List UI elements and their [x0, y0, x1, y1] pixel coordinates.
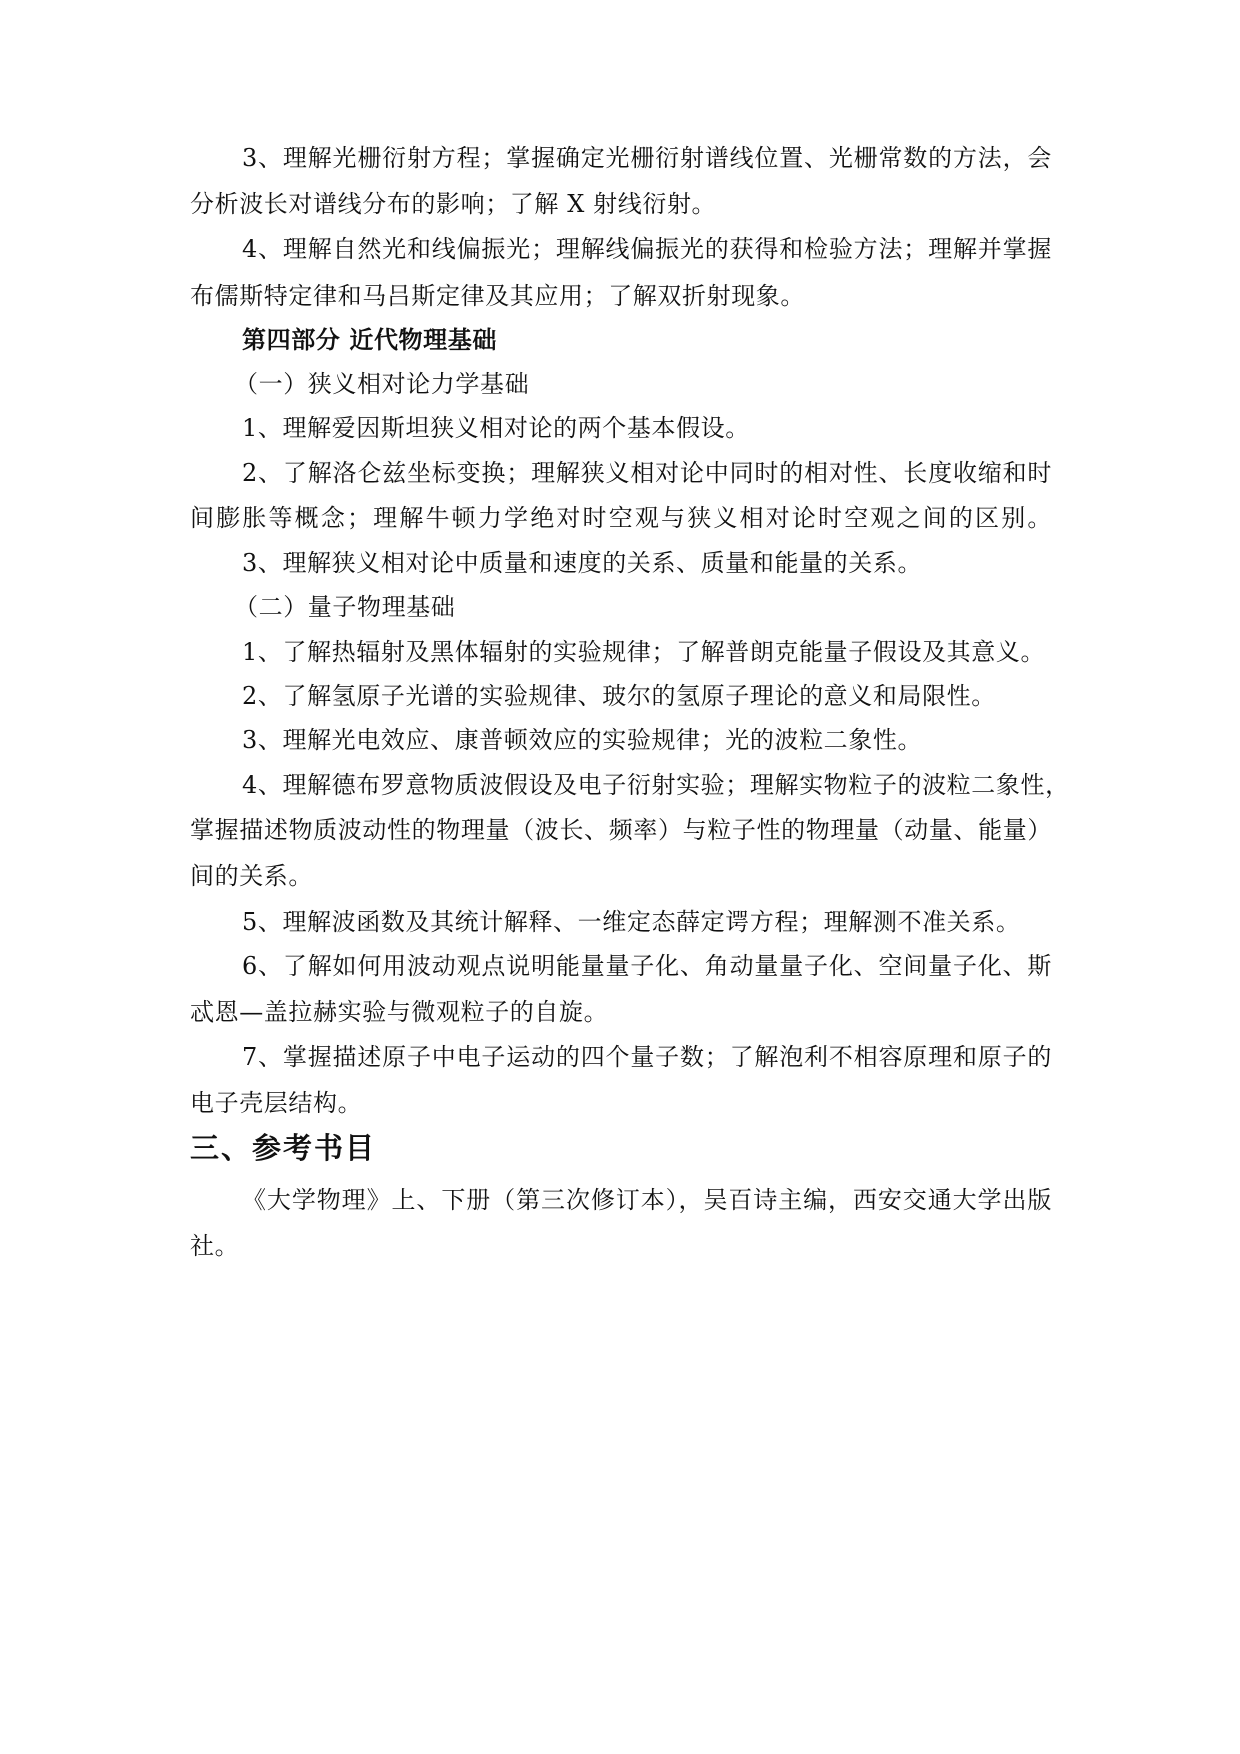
- section2-item-7-line-1: 7、掌握描述原子中电子运动的四个量子数；了解泡利不相容原理和原子的: [242, 1043, 1052, 1071]
- section2-item-2: 2、了解氢原子光谱的实验规律、玻尔的氢原子理论的意义和局限性。: [242, 682, 996, 710]
- section1-item-2-line-1: 2、了解洛仑兹坐标变换；理解狭义相对论中同时的相对性、长度收缩和时: [242, 459, 1052, 487]
- section2-item-7-line-2: 电子壳层结构。: [190, 1089, 363, 1117]
- section2-heading: （二）量子物理基础: [234, 593, 456, 621]
- item-4-line-1: 4、理解自然光和线偏振光；理解线偏振光的获得和检验方法；理解并掌握: [242, 235, 1052, 263]
- references-heading: 三、参考书目: [190, 1131, 377, 1165]
- section2-item-5: 5、理解波函数及其统计解释、一维定态薛定谔方程；理解测不准关系。: [242, 908, 1021, 936]
- section2-item-4-line-3: 间的关系。: [190, 862, 313, 890]
- section2-item-4-line-2: 掌握描述物质波动性的物理量（波长、频率）与粒子性的物理量（动量、能量）: [190, 816, 1052, 844]
- section1-item-1: 1、理解爱因斯坦狭义相对论的两个基本假设。: [242, 414, 750, 442]
- section2-item-1: 1、了解热辐射及黑体辐射的实验规律；了解普朗克能量子假设及其意义。: [242, 638, 1046, 666]
- section1-heading: （一）狭义相对论力学基础: [234, 370, 530, 398]
- section2-item-4-line-1: 4、理解德布罗意物质波假设及电子衍射实验；理解实物粒子的波粒二象性，: [242, 771, 1070, 799]
- item-4-line-2: 布儒斯特定律和马吕斯定律及其应用；了解双折射现象。: [190, 282, 805, 310]
- item-3-line-1: 3、理解光栅衍射方程；掌握确定光栅衍射谱线位置、光栅常数的方法，会: [242, 144, 1052, 172]
- section2-item-6-line-1: 6、了解如何用波动观点说明能量量子化、角动量量子化、空间量子化、斯: [242, 952, 1052, 980]
- section2-item-3: 3、理解光电效应、康普顿效应的实验规律；光的波粒二象性。: [242, 726, 923, 754]
- part4-title: 第四部分 近代物理基础: [242, 325, 497, 354]
- references-line-2: 社。: [190, 1232, 240, 1260]
- section2-item-6-line-2: 忒恩—盖拉赫实验与微观粒子的自旋。: [190, 998, 609, 1026]
- references-line-1: 《大学物理》上、下册（第三次修订本），吴百诗主编，西安交通大学出版: [242, 1186, 1052, 1214]
- section1-item-3: 3、理解狭义相对论中质量和速度的关系、质量和能量的关系。: [242, 549, 923, 577]
- item-3-line-2: 分析波长对谱线分布的影响；了解 X 射线衍射。: [190, 190, 717, 218]
- section1-item-2-line-2: 间膨胀等概念；理解牛顿力学绝对时空观与狭义相对论时空观之间的区别。: [190, 504, 1052, 532]
